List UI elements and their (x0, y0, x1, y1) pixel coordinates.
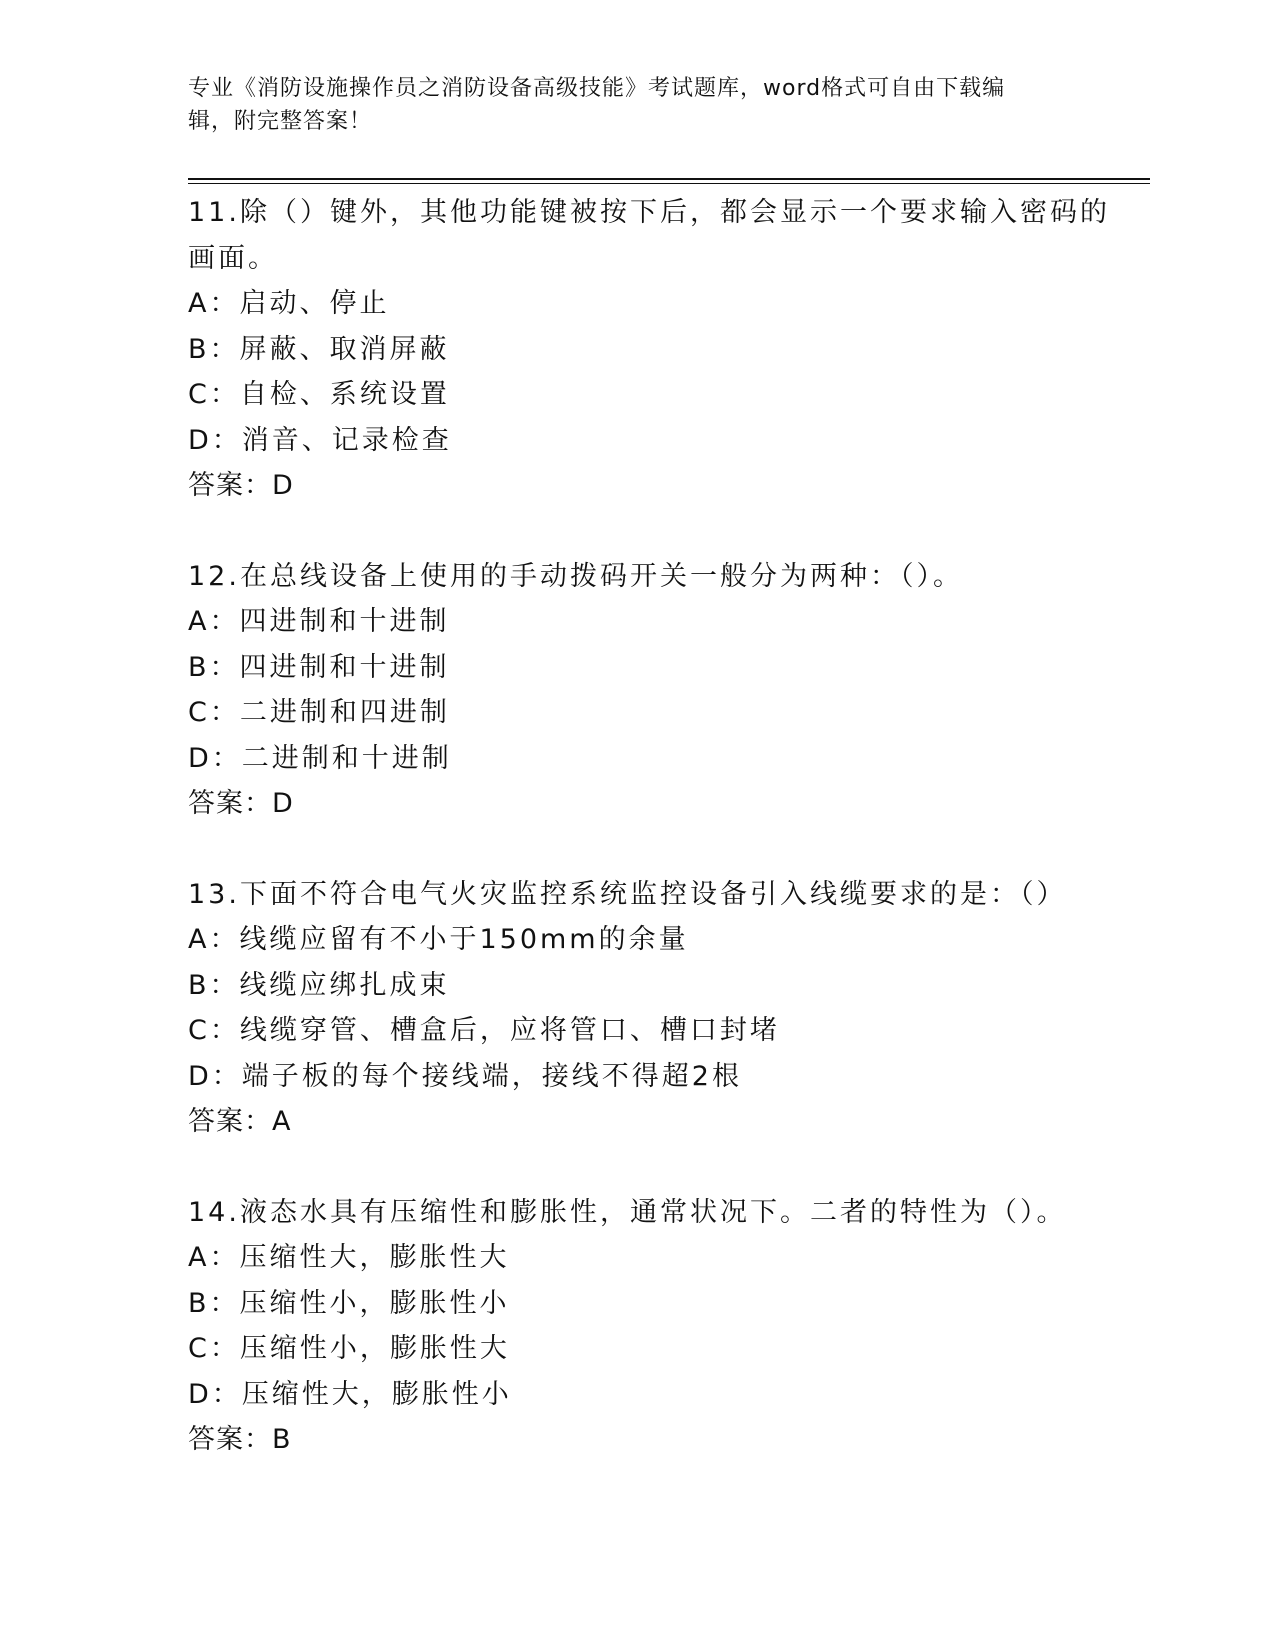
option-d: D：压缩性大，膨胀性小 (188, 1378, 512, 1410)
question-stem: 13.下面不符合电气火灾监控系统监控设备引入线缆要求的是：（） (188, 878, 1067, 910)
question-list (188, 190, 1110, 1508)
option-c: C：自检、系统设置 (188, 379, 450, 410)
option-c: C：线缆穿管、槽盒后，应将管口、槽口封堵 (188, 1015, 780, 1046)
option-c: C：压缩性小，膨胀性大 (188, 1333, 510, 1364)
header-rule-thick (188, 178, 1150, 180)
option-d: D：二进制和十进制 (188, 742, 452, 774)
answer: 答案：B (188, 1424, 292, 1455)
question-14 (188, 1190, 1088, 1463)
question-stem-continued: 画面。 (188, 242, 278, 274)
option-d: D：端子板的每个接线端，接线不得超2根 (188, 1060, 742, 1092)
answer: 答案：A (188, 1106, 292, 1137)
question-stem: 11.除（）键外，其他功能键被按下后，都会显示一个要求输入密码的 (188, 197, 1110, 228)
question-12 (188, 554, 1088, 827)
question-stem: 14.液态水具有压缩性和膨胀性，通常状况下。二者的特性为（）。 (188, 1196, 1067, 1228)
option-a: A：启动、停止 (188, 288, 390, 319)
document-header (188, 72, 1088, 138)
option-a: A：压缩性大，膨胀性大 (188, 1242, 510, 1273)
option-b: B：线缆应绑扎成束 (188, 969, 450, 1001)
answer: 答案：D (188, 788, 294, 819)
header-line-2: 辑，附完整答案！ (188, 109, 373, 134)
option-b: B：压缩性小，膨胀性小 (188, 1287, 510, 1319)
option-c: C：二进制和四进制 (188, 697, 450, 728)
option-a: A：四进制和十进制 (188, 606, 450, 637)
header-rule-thin (188, 183, 1150, 184)
option-b: B：屏蔽、取消屏蔽 (188, 333, 450, 365)
header-line-1: 专业《消防设施操作员之消防设备高级技能》考试题库，word格式可自由下载编 (188, 76, 1006, 101)
question-stem: 12.在总线设备上使用的手动拨码开关一般分为两种：（）。 (188, 560, 963, 592)
option-a: A：线缆应留有不小于150mm的余量 (188, 924, 689, 955)
answer: 答案：D (188, 470, 294, 501)
option-d: D：消音、记录检查 (188, 424, 452, 456)
question-13 (188, 872, 1088, 1145)
question-11 (188, 190, 1110, 509)
option-b: B：四进制和十进制 (188, 651, 450, 683)
